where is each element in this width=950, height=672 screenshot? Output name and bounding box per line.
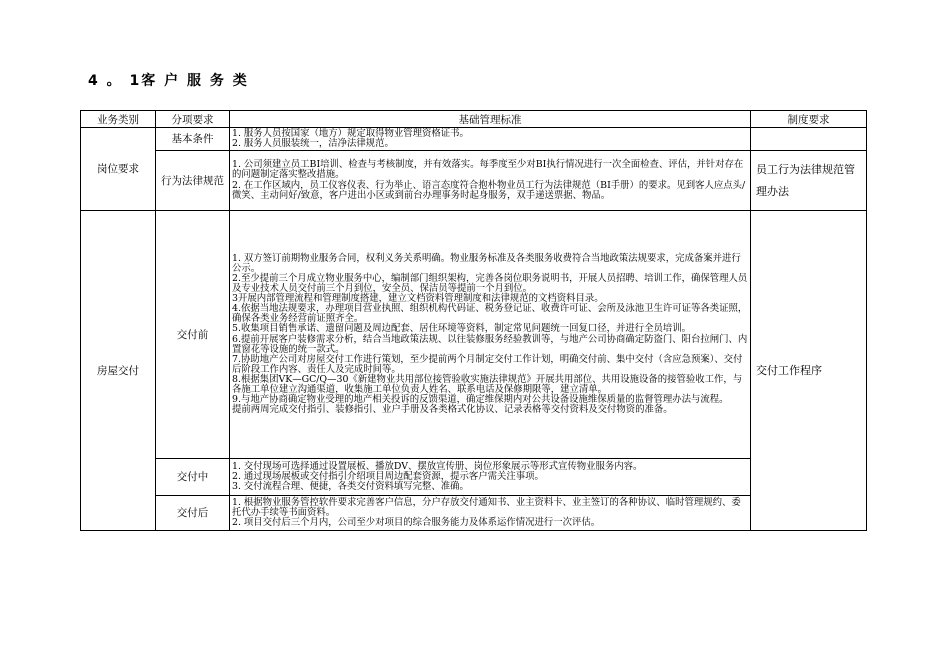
header-category: 业务类别: [81, 111, 156, 128]
standard-line: 4.依据当地法规要求，办理项目营业执照、组织机构代码证、税务登记证、收费许可证、会所及泳池卫生许可证等各类证照，确保各类业务经营前证照齐全。: [232, 303, 748, 325]
standard-line: 8.根据集团VK—GC/Q—30《新建物业共用部位接管验收实施法律规范》开展共用部位、共用设施设备的接管验收工作，与各施工单位建立沟通渠道，收集施工单位负责人姓名、联系电话及保修期限等，建立清单。: [232, 373, 743, 395]
standard-line: 9.与地产协商确定物业受理的地产相关投诉的反馈渠道，确定维保期内对公共设备设施维保质量的监督管理办法与流程。: [232, 394, 729, 406]
standard-line: 1. 公司须建立员工BI培训、检查与考核制度，并有效落实。每季度至少对BI执行情况进行一次全面检查、评估，并针对存在的问题制定落实整改措施。: [232, 159, 744, 181]
standard-line: 6.提前开展客户装修需求分析，结合当地政策法规、以往装修服务经验教训等，与地产公司协商确定防盗门、阳台拉闸门、内置窗花等设施的统一款式。: [232, 333, 748, 355]
standard-line: 1. 交付现场可选择通过设置展板、播放DV、摆放宣传册、岗位形象展示等形式宣传物业服务内容。: [232, 460, 643, 472]
sub-requirement-cell: 行为法律规范: [156, 151, 230, 211]
standard-line: 7.协助地产公司对房屋交付工作进行策划，至少提前两个月制定交付工作计划，明确交付前、集中交付（含应急预案）、交付后阶段工作内容、责任人及完成时间等。: [232, 353, 743, 375]
standard-line: 2.至少提前三个月成立物业服务中心，编制部门组织架构，完善各岗位职务说明书，开展人员招聘、培训工作，确保管理人员及专业技术人员交付前三个月到位，安全员、保洁员等提前一个月到位。: [232, 272, 748, 295]
table-row: [81, 496, 867, 531]
category-cell: 房屋交付: [81, 211, 156, 531]
standard-cell: [230, 459, 751, 496]
standard-cell: [230, 211, 751, 459]
standard-line: 提前两周完成交付指引、装修指引、业户手册及各类格式化协议、记录表格等交付资料及交付物资的准备。: [232, 404, 673, 416]
standard-line: 2. 在工作区域内，员工仪容仪表、行为举止、语言态度符合抱朴物业员工行为法律规范（BI手册）的要求。见到客人应点头/微笑、主动问好/致意，客户进出小区或到前台办理事务时起身服务，双手递送票据、物品。: [232, 179, 746, 201]
standard-line: 1. 根据物业服务管控软件要求完善客户信息，分户存放交付通知书、业主资料卡、业主签订的各种协议、临时管理规约、委托代办手续等书面资料。: [232, 496, 741, 518]
header-standard: 基础管理标准: [230, 111, 751, 128]
requirement-cell: 交付工作程序: [751, 211, 867, 531]
requirement-cell-empty: [751, 128, 867, 151]
standard-line: 1. 服务人员按国家（地方）规定取得物业管理资格证书。: [232, 127, 469, 139]
header-sub-requirement: 分项要求: [156, 111, 230, 128]
table-row: [81, 128, 867, 151]
standard-cell: [230, 151, 751, 211]
table-row: [81, 459, 867, 496]
sub-requirement-cell: 基本条件: [156, 128, 230, 151]
standard-line: 3. 交付流程合理、便捷，各类交付资料填写完整、准确。: [232, 481, 469, 493]
standard-line: 2. 项目交付后三个月内，公司至少对项目的综合服务能力及体系运作情况进行一次评估。: [232, 517, 601, 529]
standard-line: 5.收集项目销售承诺、遗留问题及周边配套、居住环境等资料，制定常见问题统一回复口径，并进行全员培训。: [232, 323, 691, 335]
standard-cell: [230, 496, 751, 531]
standard-line: 1. 双方签订前期物业服务合同，权利义务关系明确。物业服务标准及各类服务收费符合当地政策法规要求，完成备案并进行公示。: [232, 252, 741, 274]
sub-requirement-cell: 交付前: [156, 211, 230, 459]
standard-line: 2. 通过现场展板或交付指引介绍项目周边配套资源，提示客户需关注事项。: [232, 470, 544, 482]
section-heading: 4 。 1客 户 服 务 类: [88, 73, 249, 89]
standard-line: 3开展内部管理流程和管理制度搭建，建立文档资料管理制度和法律规范的文档资料目录。: [232, 293, 604, 305]
service-standards-table: [80, 110, 867, 531]
standard-cell: [230, 128, 751, 151]
sub-requirement-cell: 交付后: [156, 496, 230, 531]
requirement-cell: 员工行为法律规范管理办法: [751, 151, 867, 211]
sub-requirement-cell: 交付中: [156, 459, 230, 496]
header-system-requirement: 制度要求: [751, 111, 867, 128]
table-row: [81, 151, 867, 211]
standard-line: 2. 服务人员服装统一，洁净法律规范。: [232, 138, 394, 149]
table-row: [81, 211, 867, 459]
header-row: [81, 111, 867, 128]
category-cell: 岗位要求: [81, 128, 156, 211]
